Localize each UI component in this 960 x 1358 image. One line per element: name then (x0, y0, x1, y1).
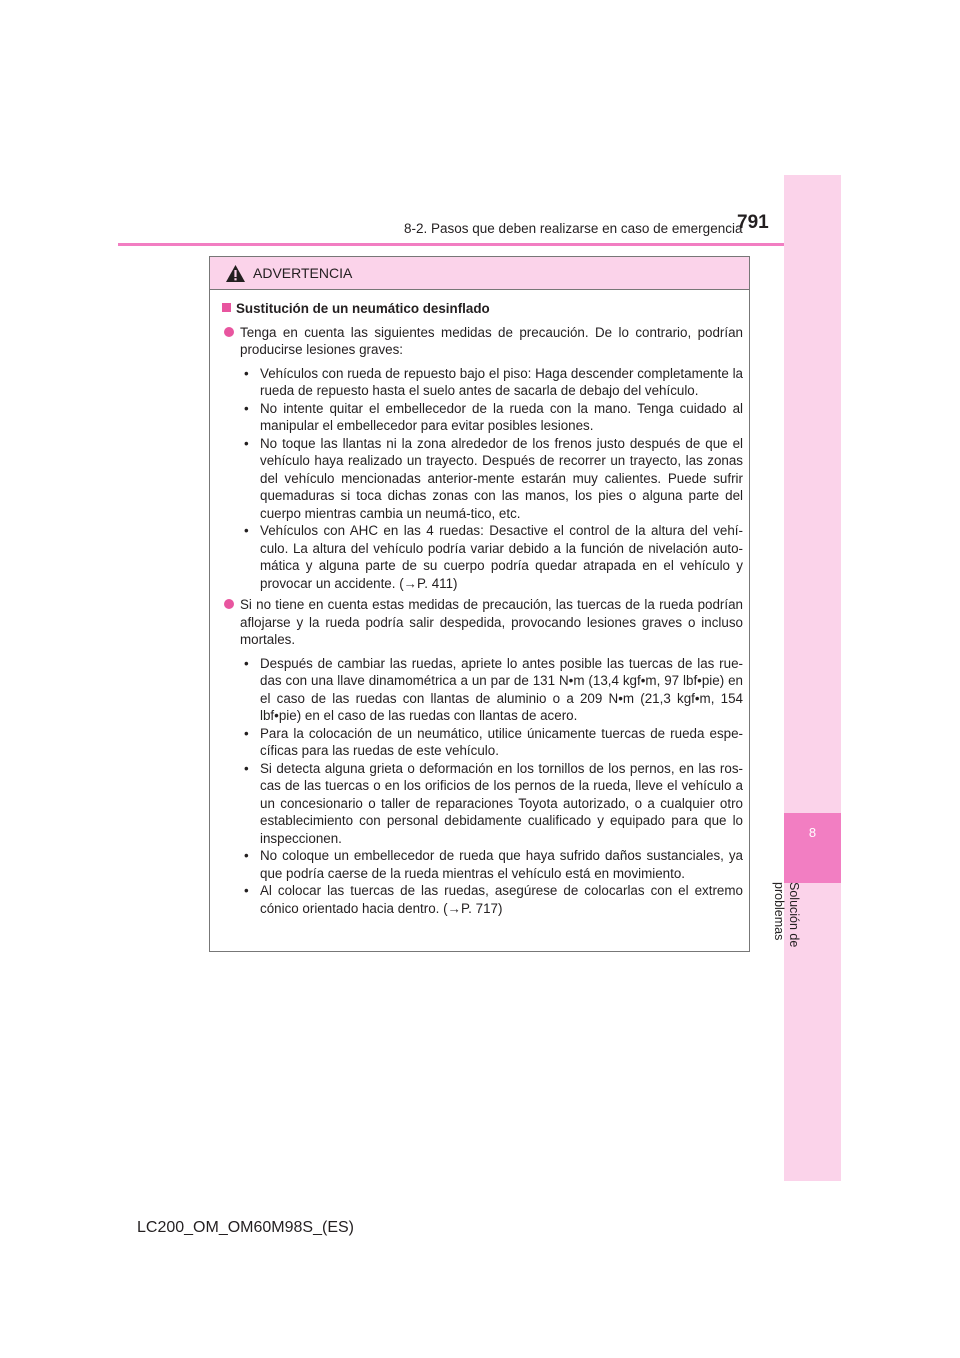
list-item: • No toque las llantas ni la zona alrededor de los frenos justo después de que el vehículo haya realizado un trayecto. Después de recorrer un trayecto, las zonas del vehículo mencionadas anterior-mente estarán muy calientes. Puede sufrir quemaduras si toca dichas zonas con las manos, los pies o alguna parte del cuerpo mientras cambia un neumá-tico, etc. (244, 435, 743, 523)
document-code: LC200_OM_OM60M98S_(ES) (137, 1219, 354, 1236)
bullet-text: Si no tiene en cuenta estas medidas de precaución, las tuercas de la rueda podrían aflojarse y la rueda podría salir despedida, provocando lesiones graves o incluso mortales. (240, 597, 743, 647)
header-rule (118, 243, 784, 246)
warning-title: ADVERTENCIA (253, 265, 353, 281)
circle-bullet-icon (224, 327, 234, 337)
bullet-item (224, 324, 743, 359)
list-item: • Vehículos con rueda de repuesto bajo el piso: Haga descender completamente la rueda de repuesto hasta el suelo antes de sacarla de debajo del vehículo. (244, 365, 743, 400)
list-item: • Para la colocación de un neumático, utilice únicamente tuercas de rueda espe-cíficas para las ruedas de este vehículo. (244, 725, 743, 760)
list-item: • Vehículos con AHC en las 4 ruedas: Desactive el control de la altura del vehí-culo. La altura del vehículo podría variar debido a la función de nivelación auto-mática y alguna parte de su cuerpo podría quedar atrapada en el vehículo y provocar un accidente. (→P. 411) (244, 522, 743, 592)
warning-box (209, 256, 750, 952)
chapter-side-tab (772, 175, 841, 1181)
warning-heading-text: Sustitución de un neumático desinflado (236, 301, 490, 316)
chapter-number: 8 (808, 825, 817, 840)
sub-list (244, 655, 743, 918)
list-item: • Después de cambiar las ruedas, apriete lo antes posible las tuercas de las rue-das con una llave dinamométrica a un par de 131 N•m (13,4 kgf•m, 97 lbf•pie) en el caso de las ruedas con llantas de aluminio o a 209 N•m (21,3 kgf•m, 154 lbf•pie) en el caso de las ruedas con llantas de acero. (244, 655, 743, 725)
warning-triangle-icon (225, 264, 246, 283)
list-item: • Al colocar las tuercas de las ruedas, asegúrese de colocarlas con el extremo cónico orientado hacia dentro. (→P. 717) (244, 882, 743, 917)
bullet-text: Tenga en cuenta las siguientes medidas de precaución. De lo contrario, podrían producirse lesiones graves: (240, 324, 743, 357)
square-bullet-icon (222, 303, 231, 312)
page-number: 791 (737, 212, 769, 233)
list-item: • Si detecta alguna grieta o deformación en los tornillos de los pernos, en las ros-cas de las tuercas o en los orificios de los pernos de la rueda, lleve el vehículo a un concesionario o taller de reparaciones Toyota autorizado, o a cualquier otro establecimiento con personal debidamente cualificado y equipado para que lo inspeccionen. (244, 760, 743, 848)
section-title: 8-2. Pasos que deben realizarse en caso de emergencia (404, 221, 743, 236)
warning-heading (222, 300, 743, 318)
chapter-label: Solución de problemas (772, 882, 801, 948)
circle-bullet-icon (224, 599, 234, 609)
warning-header (210, 257, 749, 290)
list-item: • No coloque un embellecedor de rueda que haya sufrido daños sustanciales, ya que podría caerse de la rueda mientras el vehículo está en movimiento. (244, 847, 743, 882)
list-item: • No intente quitar el embellecedor de la rueda con la mano. Tenga cuidado al manipular el embellecedor para evitar posibles lesiones. (244, 400, 743, 435)
chapter-number-tab (784, 813, 841, 883)
warning-content (210, 290, 749, 917)
bullet-item (224, 596, 743, 649)
sub-list (244, 365, 743, 593)
